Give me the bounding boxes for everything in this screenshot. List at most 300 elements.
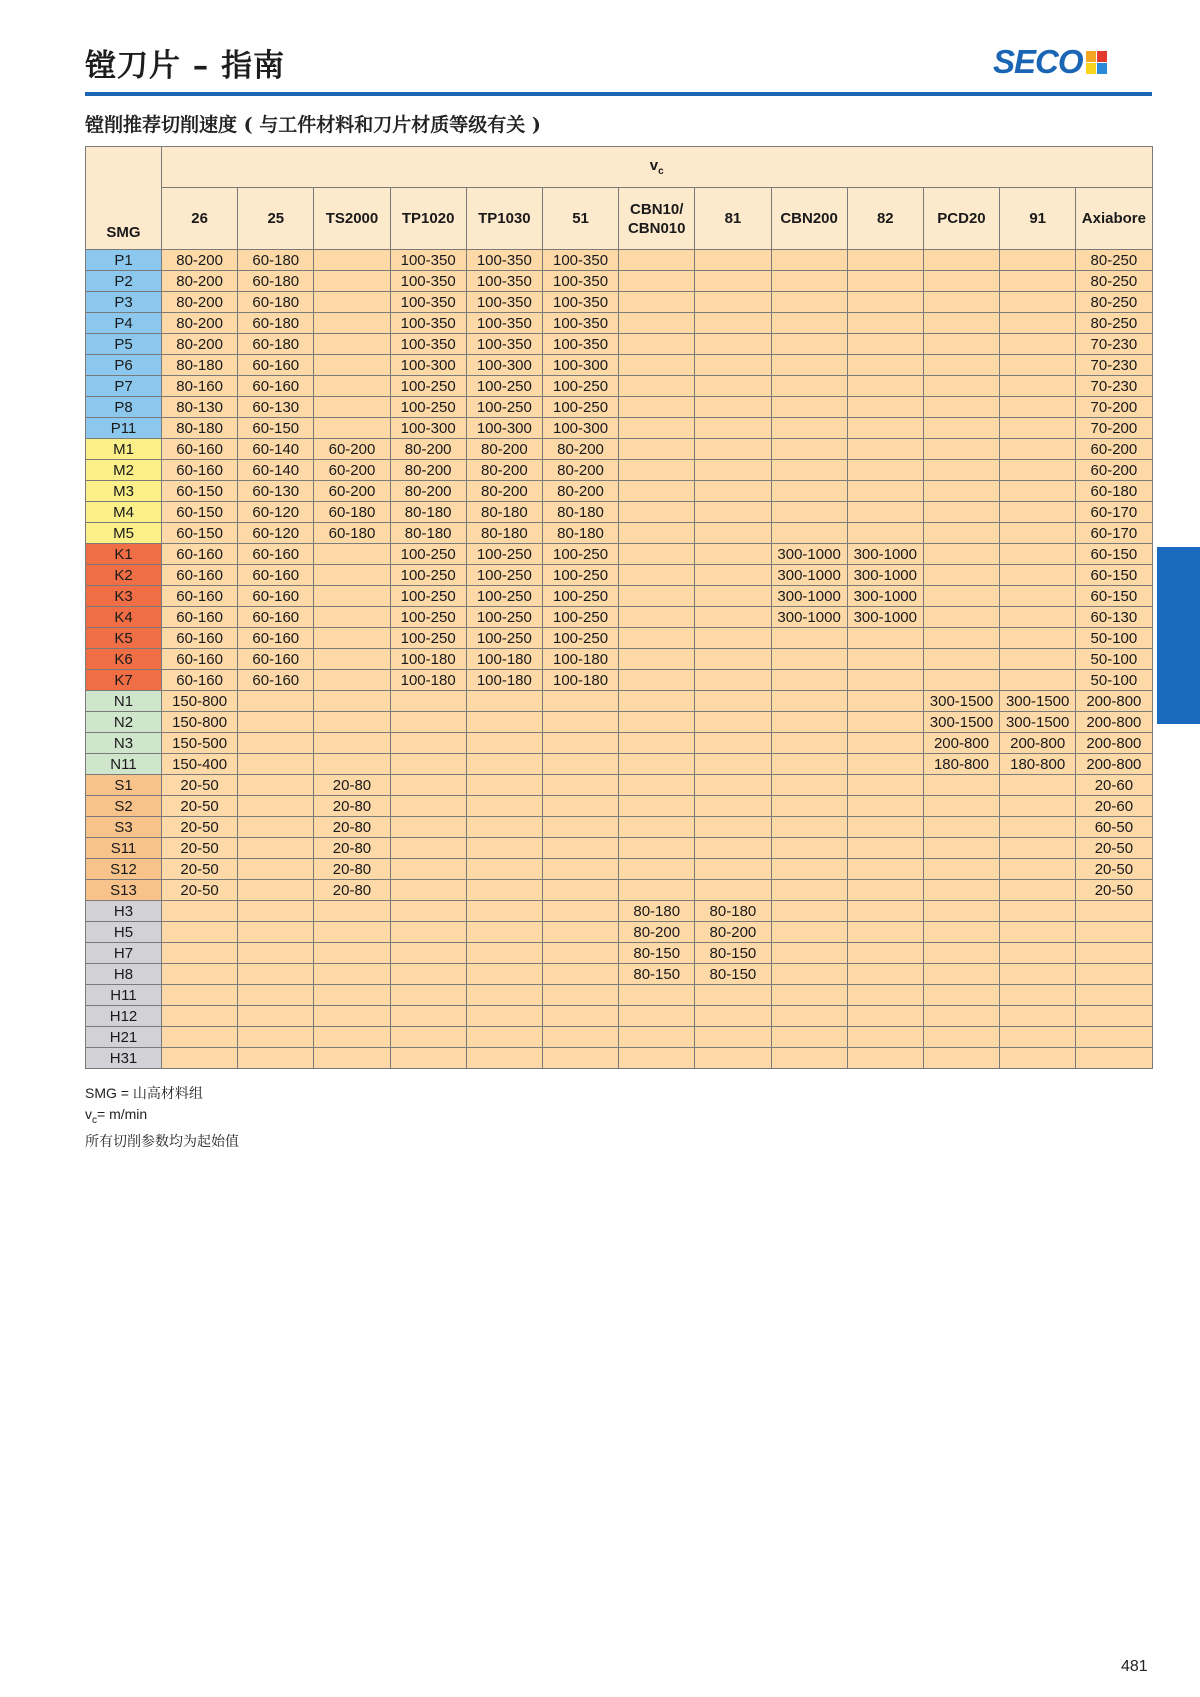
speed-cell: [314, 712, 390, 733]
speed-cell: 100-350: [390, 313, 466, 334]
speed-cell: [771, 733, 847, 754]
page-number: 481: [1121, 1658, 1148, 1675]
smg-cell: H3: [86, 901, 162, 922]
speed-cell: 60-150: [162, 523, 238, 544]
speed-cell: 200-800: [1076, 712, 1152, 733]
column-header: TS2000: [314, 188, 390, 250]
speed-cell: [314, 250, 390, 271]
speed-cell: [847, 292, 923, 313]
speed-cell: [390, 1027, 466, 1048]
speed-cell: [466, 880, 542, 901]
speed-cell: [1000, 922, 1076, 943]
speed-cell: 80-180: [162, 355, 238, 376]
speed-cell: [847, 250, 923, 271]
smg-cell: P5: [86, 334, 162, 355]
cutting-speed-table: [85, 146, 1153, 1069]
speed-cell: 100-180: [390, 649, 466, 670]
table-row: [86, 775, 1153, 796]
speed-cell: [619, 880, 695, 901]
speed-cell: 80-200: [542, 439, 618, 460]
speed-cell: 60-50: [1076, 817, 1152, 838]
speed-cell: 100-250: [466, 544, 542, 565]
smg-cell: S12: [86, 859, 162, 880]
speed-cell: [390, 880, 466, 901]
speed-cell: [314, 1006, 390, 1027]
table-row: [86, 670, 1153, 691]
speed-cell: [771, 292, 847, 313]
speed-cell: 100-250: [466, 586, 542, 607]
speed-cell: [619, 565, 695, 586]
speed-cell: [847, 964, 923, 985]
speed-cell: 100-250: [542, 376, 618, 397]
speed-cell: [619, 439, 695, 460]
speed-cell: [695, 733, 771, 754]
speed-cell: [1000, 985, 1076, 1006]
speed-cell: [923, 376, 999, 397]
speed-cell: 80-130: [162, 397, 238, 418]
speed-cell: [1000, 859, 1076, 880]
speed-cell: [695, 1006, 771, 1027]
speed-cell: [314, 985, 390, 1006]
table-row: [86, 250, 1153, 271]
speed-cell: [619, 397, 695, 418]
speed-cell: [1000, 943, 1076, 964]
speed-cell: 100-350: [542, 292, 618, 313]
speed-cell: [771, 460, 847, 481]
speed-cell: [695, 376, 771, 397]
speed-cell: [314, 670, 390, 691]
speed-cell: [1076, 1006, 1152, 1027]
smg-cell: S1: [86, 775, 162, 796]
speed-cell: 100-350: [466, 292, 542, 313]
speed-cell: [466, 964, 542, 985]
speed-cell: [1076, 985, 1152, 1006]
table-row: [86, 691, 1153, 712]
smg-cell: M4: [86, 502, 162, 523]
speed-cell: [923, 418, 999, 439]
speed-cell: [847, 334, 923, 355]
speed-cell: [771, 313, 847, 334]
speed-cell: 300-1500: [1000, 712, 1076, 733]
table-row: [86, 901, 1153, 922]
speed-cell: 300-1000: [771, 607, 847, 628]
speed-cell: [847, 481, 923, 502]
vc-header: $v_c$: [162, 147, 1153, 188]
speed-cell: [1000, 901, 1076, 922]
speed-cell: [314, 376, 390, 397]
column-header: 26: [162, 188, 238, 250]
speed-cell: [695, 754, 771, 775]
table-row: [86, 859, 1153, 880]
speed-cell: 100-250: [542, 565, 618, 586]
speed-cell: 80-180: [466, 523, 542, 544]
speed-cell: [695, 670, 771, 691]
speed-cell: 100-350: [390, 334, 466, 355]
speed-cell: 100-180: [390, 670, 466, 691]
speed-cell: 100-250: [542, 607, 618, 628]
column-header-row: [86, 188, 1153, 250]
speed-cell: [542, 754, 618, 775]
speed-cell: 300-1000: [847, 565, 923, 586]
speed-cell: [466, 1006, 542, 1027]
table-row: [86, 628, 1153, 649]
speed-cell: [162, 922, 238, 943]
speed-cell: [847, 376, 923, 397]
table-row: [86, 1006, 1153, 1027]
speed-cell: 100-250: [542, 586, 618, 607]
speed-cell: 60-180: [238, 292, 314, 313]
speed-cell: [695, 292, 771, 313]
table-row: [86, 376, 1153, 397]
speed-cell: 100-350: [542, 271, 618, 292]
speed-cell: 200-800: [923, 733, 999, 754]
speed-cell: 100-350: [542, 250, 618, 271]
speed-cell: [238, 775, 314, 796]
speed-cell: 100-250: [390, 565, 466, 586]
speed-cell: [771, 838, 847, 859]
speed-cell: [923, 439, 999, 460]
speed-cell: [771, 397, 847, 418]
speed-cell: [238, 733, 314, 754]
smg-cell: M1: [86, 439, 162, 460]
speed-cell: [1000, 418, 1076, 439]
speed-cell: 60-160: [162, 649, 238, 670]
speed-cell: [390, 691, 466, 712]
speed-cell: [619, 355, 695, 376]
speed-cell: [238, 901, 314, 922]
speed-cell: [923, 460, 999, 481]
speed-cell: [695, 607, 771, 628]
smg-cell: H31: [86, 1048, 162, 1069]
speed-cell: [1000, 1027, 1076, 1048]
speed-cell: [162, 964, 238, 985]
speed-cell: 300-1500: [1000, 691, 1076, 712]
speed-cell: 60-150: [1076, 544, 1152, 565]
speed-cell: 80-180: [542, 523, 618, 544]
speed-cell: 100-300: [542, 418, 618, 439]
speed-cell: 60-150: [1076, 586, 1152, 607]
speed-cell: [390, 796, 466, 817]
speed-cell: [238, 754, 314, 775]
speed-cell: 60-160: [238, 355, 314, 376]
speed-cell: [162, 943, 238, 964]
speed-cell: [1000, 670, 1076, 691]
table-row: [86, 544, 1153, 565]
speed-cell: [619, 712, 695, 733]
speed-cell: [466, 859, 542, 880]
speed-cell: 100-350: [390, 271, 466, 292]
speed-cell: [238, 964, 314, 985]
speed-cell: 80-200: [542, 481, 618, 502]
speed-cell: [695, 481, 771, 502]
speed-cell: [619, 502, 695, 523]
speed-cell: [162, 985, 238, 1006]
speed-cell: [847, 628, 923, 649]
speed-cell: [695, 250, 771, 271]
speed-cell: 80-200: [162, 292, 238, 313]
smg-cell: P7: [86, 376, 162, 397]
speed-cell: [314, 733, 390, 754]
table-row: [86, 964, 1153, 985]
speed-cell: 300-1500: [923, 691, 999, 712]
speed-cell: 60-160: [162, 439, 238, 460]
speed-cell: 60-130: [238, 481, 314, 502]
speed-cell: [847, 859, 923, 880]
speed-cell: 100-300: [466, 418, 542, 439]
speed-cell: [695, 1048, 771, 1069]
speed-cell: [923, 292, 999, 313]
speed-cell: [619, 775, 695, 796]
speed-cell: [1000, 292, 1076, 313]
speed-cell: [619, 985, 695, 1006]
smg-cell: H7: [86, 943, 162, 964]
speed-cell: 20-80: [314, 880, 390, 901]
speed-cell: 20-80: [314, 775, 390, 796]
speed-cell: 20-80: [314, 796, 390, 817]
speed-cell: [238, 985, 314, 1006]
speed-cell: [314, 754, 390, 775]
speed-cell: [314, 1027, 390, 1048]
smg-cell: P6: [86, 355, 162, 376]
speed-cell: [847, 754, 923, 775]
table-row: [86, 1048, 1153, 1069]
speed-cell: 60-160: [162, 628, 238, 649]
smg-cell: M2: [86, 460, 162, 481]
speed-cell: [619, 250, 695, 271]
smg-cell: K5: [86, 628, 162, 649]
column-header: CBN200: [771, 188, 847, 250]
speed-cell: [695, 271, 771, 292]
speed-cell: [847, 523, 923, 544]
speed-cell: [390, 712, 466, 733]
speed-cell: [542, 922, 618, 943]
speed-cell: 100-250: [390, 397, 466, 418]
speed-cell: 60-180: [314, 523, 390, 544]
table-row: [86, 523, 1153, 544]
speed-cell: [619, 670, 695, 691]
speed-cell: [1076, 922, 1152, 943]
seco-logo: [993, 44, 1107, 80]
speed-cell: 80-180: [390, 523, 466, 544]
speed-cell: [1000, 523, 1076, 544]
speed-cell: 80-200: [695, 922, 771, 943]
speed-cell: [695, 712, 771, 733]
speed-cell: [923, 1006, 999, 1027]
speed-cell: [238, 859, 314, 880]
speed-cell: 80-150: [619, 964, 695, 985]
speed-cell: 60-160: [162, 586, 238, 607]
speed-cell: 100-350: [466, 250, 542, 271]
speed-cell: 50-100: [1076, 649, 1152, 670]
speed-cell: [466, 838, 542, 859]
speed-cell: 80-200: [542, 460, 618, 481]
speed-cell: 60-160: [238, 649, 314, 670]
speed-cell: [619, 691, 695, 712]
speed-cell: 200-800: [1076, 691, 1152, 712]
table-row: [86, 292, 1153, 313]
speed-cell: 60-160: [162, 460, 238, 481]
speed-cell: [771, 649, 847, 670]
speed-cell: 50-100: [1076, 670, 1152, 691]
speed-cell: [238, 922, 314, 943]
speed-cell: [619, 859, 695, 880]
speed-cell: [847, 460, 923, 481]
speed-cell: [238, 880, 314, 901]
smg-cell: H11: [86, 985, 162, 1006]
speed-cell: [619, 271, 695, 292]
speed-cell: 60-180: [238, 271, 314, 292]
speed-cell: 80-180: [619, 901, 695, 922]
speed-cell: 20-80: [314, 817, 390, 838]
speed-cell: [466, 691, 542, 712]
speed-cell: [238, 838, 314, 859]
speed-cell: [542, 691, 618, 712]
table-row: [86, 502, 1153, 523]
speed-cell: [619, 649, 695, 670]
speed-cell: [466, 1048, 542, 1069]
speed-cell: [542, 964, 618, 985]
speed-cell: [1000, 586, 1076, 607]
speed-cell: [390, 859, 466, 880]
speed-cell: [847, 733, 923, 754]
speed-cell: [771, 859, 847, 880]
speed-cell: [1000, 628, 1076, 649]
speed-cell: [771, 376, 847, 397]
speed-cell: 20-80: [314, 859, 390, 880]
speed-cell: [390, 1006, 466, 1027]
speed-cell: [695, 880, 771, 901]
speed-cell: [314, 586, 390, 607]
speed-cell: 80-150: [695, 943, 771, 964]
speed-cell: 60-180: [314, 502, 390, 523]
speed-cell: 80-250: [1076, 250, 1152, 271]
smg-cell: H21: [86, 1027, 162, 1048]
speed-cell: 20-50: [1076, 880, 1152, 901]
speed-cell: [162, 901, 238, 922]
speed-cell: [771, 922, 847, 943]
speed-cell: [923, 397, 999, 418]
section-side-tab: [1157, 547, 1200, 724]
speed-cell: [466, 922, 542, 943]
speed-cell: 60-160: [162, 544, 238, 565]
speed-cell: [771, 502, 847, 523]
speed-cell: [1076, 943, 1152, 964]
speed-cell: 60-200: [314, 439, 390, 460]
speed-cell: [619, 838, 695, 859]
table-row: [86, 418, 1153, 439]
speed-cell: [695, 628, 771, 649]
speed-cell: [314, 922, 390, 943]
smg-cell: P2: [86, 271, 162, 292]
table-body: [86, 250, 1153, 1069]
speed-cell: 100-350: [466, 313, 542, 334]
speed-cell: 80-200: [619, 922, 695, 943]
speed-cell: 100-300: [390, 355, 466, 376]
speed-cell: 60-170: [1076, 523, 1152, 544]
speed-cell: 20-50: [1076, 859, 1152, 880]
smg-cell: K1: [86, 544, 162, 565]
speed-cell: [1076, 1027, 1152, 1048]
speed-cell: [847, 943, 923, 964]
speed-cell: [923, 544, 999, 565]
speed-cell: [695, 544, 771, 565]
speed-cell: [923, 481, 999, 502]
smg-cell: P4: [86, 313, 162, 334]
table-row: [86, 334, 1153, 355]
speed-cell: [542, 775, 618, 796]
speed-cell: 60-180: [238, 334, 314, 355]
speed-cell: [771, 418, 847, 439]
speed-cell: [923, 313, 999, 334]
table-row: [86, 838, 1153, 859]
speed-cell: [542, 796, 618, 817]
speed-cell: [847, 418, 923, 439]
speed-cell: [847, 313, 923, 334]
speed-cell: [238, 712, 314, 733]
speed-cell: [619, 733, 695, 754]
speed-cell: 60-150: [162, 481, 238, 502]
speed-cell: 60-160: [238, 628, 314, 649]
speed-cell: [1000, 607, 1076, 628]
speed-cell: [314, 943, 390, 964]
speed-cell: 80-200: [466, 439, 542, 460]
speed-cell: [771, 334, 847, 355]
speed-cell: 20-50: [162, 775, 238, 796]
speed-cell: 100-300: [466, 355, 542, 376]
speed-cell: [314, 544, 390, 565]
speed-cell: [923, 985, 999, 1006]
speed-cell: [1000, 544, 1076, 565]
speed-cell: 80-180: [390, 502, 466, 523]
column-header: TP1020: [390, 188, 466, 250]
speed-cell: [542, 733, 618, 754]
speed-cell: 100-250: [390, 607, 466, 628]
speed-cell: [695, 313, 771, 334]
table-subtitle: 镗削推荐切削速度 ( 与工件材料和刀片材质等级有关 ): [85, 114, 541, 136]
table-row: [86, 565, 1153, 586]
smg-cell: H8: [86, 964, 162, 985]
speed-cell: [923, 607, 999, 628]
speed-cell: 100-180: [466, 649, 542, 670]
speed-cell: 100-250: [466, 607, 542, 628]
speed-cell: [771, 1006, 847, 1027]
speed-cell: 100-180: [542, 649, 618, 670]
speed-cell: 60-200: [1076, 439, 1152, 460]
speed-cell: [1000, 481, 1076, 502]
speed-cell: [923, 250, 999, 271]
speed-cell: [162, 1048, 238, 1069]
speed-cell: [847, 355, 923, 376]
speed-cell: [847, 922, 923, 943]
table-row: [86, 943, 1153, 964]
speed-cell: 20-50: [162, 796, 238, 817]
speed-cell: 60-140: [238, 439, 314, 460]
speed-cell: [238, 1027, 314, 1048]
logo-mark-icon: [1086, 51, 1107, 74]
speed-cell: 180-800: [1000, 754, 1076, 775]
speed-cell: [847, 670, 923, 691]
speed-cell: 20-50: [162, 880, 238, 901]
speed-cell: [771, 901, 847, 922]
speed-cell: 300-1000: [847, 544, 923, 565]
smg-cell: N11: [86, 754, 162, 775]
smg-cell: K6: [86, 649, 162, 670]
smg-cell: S13: [86, 880, 162, 901]
speed-cell: [1000, 502, 1076, 523]
speed-cell: [314, 565, 390, 586]
table-row: [86, 754, 1153, 775]
speed-cell: [847, 649, 923, 670]
